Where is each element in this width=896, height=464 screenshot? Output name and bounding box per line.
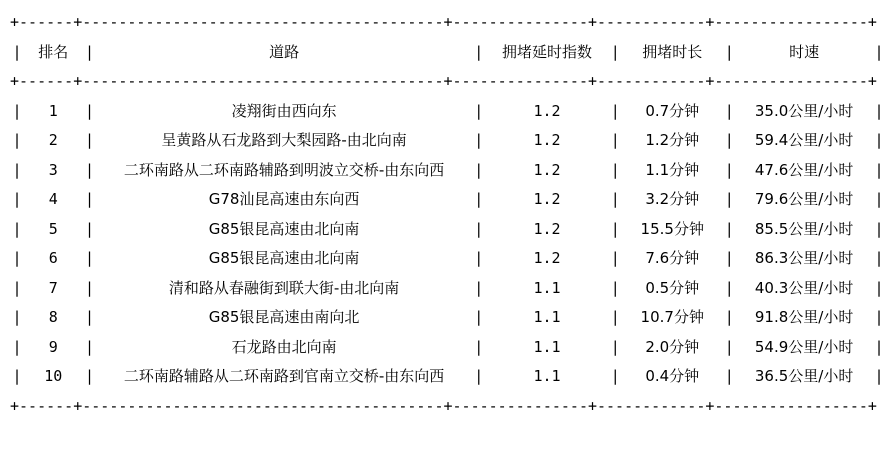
- table-row: [10, 126, 886, 156]
- cell-congestion-duration: 10.7分钟: [640, 308, 704, 326]
- table-row: [10, 333, 886, 363]
- cell-speed: 35.0公里/小时: [754, 101, 854, 120]
- cell-rank: 9: [48, 337, 58, 356]
- header-pipe-left: |: [12, 42, 22, 61]
- row-pipe-right: |: [874, 101, 884, 120]
- row-pipe-left: |: [12, 190, 22, 208]
- cell-rank: 3: [48, 160, 58, 179]
- row-pipe-1: |: [84, 101, 94, 120]
- cell-rank: 7: [48, 278, 58, 297]
- row-pipe-right: |: [874, 219, 884, 238]
- row-pipe-left: |: [12, 160, 22, 179]
- cell-congestion-index: 1.2: [533, 160, 561, 179]
- cell-congestion-duration: 2.0分钟: [645, 337, 700, 356]
- cell-road: G85银昆高速由北向南: [208, 249, 360, 267]
- table-row: [10, 244, 886, 274]
- cell-rank: 5: [48, 219, 58, 238]
- row-pipe-4: |: [724, 101, 734, 120]
- row-pipe-right: |: [874, 190, 884, 208]
- cell-speed: 86.3公里/小时: [754, 249, 854, 267]
- cell-speed: 91.8公里/小时: [754, 308, 854, 326]
- row-pipe-left: |: [12, 278, 22, 297]
- header-pipe-1: |: [84, 42, 94, 61]
- cell-congestion-index: 1.1: [533, 308, 561, 326]
- cell-congestion-duration: 1.2分钟: [645, 131, 700, 149]
- row-pipe-2: |: [474, 101, 484, 120]
- row-pipe-3: |: [610, 219, 620, 238]
- row-pipe-right: |: [874, 367, 884, 385]
- cell-congestion-index: 1.2: [533, 101, 561, 120]
- header-congestion-duration: 拥堵时长: [642, 42, 703, 61]
- cell-road: 二环南路从二环南路辅路到明波立交桥-由东向西: [123, 160, 445, 179]
- row-pipe-4: |: [724, 278, 734, 297]
- row-pipe-1: |: [84, 337, 94, 356]
- table-row: [10, 185, 886, 215]
- row-pipe-left: |: [12, 101, 22, 120]
- header-pipe-4: |: [724, 42, 734, 61]
- table-border-bottom: +------+----------------------------------------+---------------+------------+-----------------+: [10, 396, 877, 415]
- row-pipe-2: |: [474, 219, 484, 238]
- row-pipe-2: |: [474, 160, 484, 179]
- row-pipe-2: |: [474, 337, 484, 356]
- row-pipe-right: |: [874, 308, 884, 326]
- row-pipe-left: |: [12, 337, 22, 356]
- cell-speed: 79.6公里/小时: [754, 190, 854, 208]
- row-pipe-right: |: [874, 337, 884, 356]
- row-pipe-left: |: [12, 249, 22, 267]
- row-pipe-2: |: [474, 131, 484, 149]
- table-row: [10, 303, 886, 333]
- row-pipe-3: |: [610, 367, 620, 385]
- row-pipe-1: |: [84, 249, 94, 267]
- cell-speed: 59.4公里/小时: [754, 131, 854, 149]
- row-pipe-1: |: [84, 190, 94, 208]
- row-pipe-2: |: [474, 308, 484, 326]
- cell-road: 凌翔街由西向东: [231, 101, 337, 120]
- table-row: [10, 362, 886, 392]
- row-pipe-3: |: [610, 249, 620, 267]
- cell-road: G78汕昆高速由东向西: [208, 190, 360, 208]
- row-pipe-left: |: [12, 219, 22, 238]
- header-congestion-index: 拥堵延时指数: [501, 42, 592, 61]
- row-pipe-4: |: [724, 131, 734, 149]
- table-row: [10, 156, 886, 186]
- cell-congestion-duration: 7.6分钟: [645, 249, 700, 267]
- cell-congestion-duration: 1.1分钟: [645, 160, 700, 179]
- row-pipe-3: |: [610, 337, 620, 356]
- cell-speed: 85.5公里/小时: [754, 219, 854, 238]
- row-pipe-1: |: [84, 278, 94, 297]
- header-pipe-right: |: [874, 42, 884, 61]
- row-pipe-1: |: [84, 219, 94, 238]
- cell-road: 二环南路辅路从二环南路到官南立交桥-由东向西: [123, 367, 445, 385]
- row-pipe-3: |: [610, 101, 620, 120]
- table-border-header: +------+----------------------------------------+---------------+------------+-----------------+: [10, 72, 877, 90]
- cell-speed: 54.9公里/小时: [754, 337, 854, 356]
- cell-congestion-duration: 0.4分钟: [645, 367, 700, 385]
- cell-congestion-duration: 0.5分钟: [645, 278, 700, 297]
- table-row: [10, 274, 886, 304]
- cell-road: 石龙路由北向南: [231, 337, 337, 356]
- cell-congestion-index: 1.2: [533, 249, 561, 267]
- row-pipe-1: |: [84, 131, 94, 149]
- cell-road: G85银昆高速由南向北: [208, 308, 360, 326]
- row-pipe-right: |: [874, 131, 884, 149]
- row-pipe-2: |: [474, 190, 484, 208]
- cell-rank: 6: [48, 249, 58, 267]
- row-pipe-2: |: [474, 249, 484, 267]
- cell-congestion-duration: 15.5分钟: [640, 219, 704, 238]
- cell-congestion-index: 1.2: [533, 190, 561, 208]
- row-pipe-right: |: [874, 278, 884, 297]
- row-pipe-left: |: [12, 308, 22, 326]
- row-pipe-4: |: [724, 219, 734, 238]
- cell-congestion-index: 1.1: [533, 367, 561, 385]
- cell-congestion-index: 1.2: [533, 219, 561, 238]
- table-border-top: +------+----------------------------------------+---------------+------------+-----------------+: [10, 13, 877, 31]
- row-pipe-left: |: [12, 131, 22, 149]
- row-pipe-3: |: [610, 308, 620, 326]
- cell-rank: 1: [48, 101, 58, 120]
- row-pipe-4: |: [724, 249, 734, 267]
- cell-congestion-index: 1.1: [533, 278, 561, 297]
- row-pipe-2: |: [474, 367, 484, 385]
- cell-rank: 10: [44, 367, 63, 385]
- row-pipe-right: |: [874, 160, 884, 179]
- cell-rank: 4: [48, 190, 58, 208]
- header-road: 道路: [269, 42, 300, 61]
- header-pipe-2: |: [474, 42, 484, 61]
- cell-congestion-index: 1.1: [533, 337, 561, 356]
- row-pipe-4: |: [724, 367, 734, 385]
- cell-road: G85银昆高速由北向南: [208, 219, 360, 238]
- row-pipe-4: |: [724, 160, 734, 179]
- cell-speed: 36.5公里/小时: [754, 367, 854, 385]
- header-rank: 排名: [38, 42, 69, 61]
- cell-rank: 8: [48, 308, 58, 326]
- header-speed: 时速: [789, 42, 820, 61]
- cell-rank: 2: [48, 131, 58, 149]
- row-pipe-right: |: [874, 249, 884, 267]
- cell-road: 呈黄路从石龙路到大梨园路-由北向南: [161, 131, 407, 149]
- header-pipe-3: |: [610, 42, 620, 61]
- cell-speed: 47.6公里/小时: [754, 160, 854, 179]
- row-pipe-left: |: [12, 367, 22, 385]
- cell-congestion-duration: 0.7分钟: [645, 101, 700, 120]
- cell-congestion-index: 1.2: [533, 131, 561, 149]
- table-header-row: [10, 38, 886, 68]
- row-pipe-1: |: [84, 308, 94, 326]
- row-pipe-3: |: [610, 190, 620, 208]
- row-pipe-2: |: [474, 278, 484, 297]
- row-pipe-1: |: [84, 367, 94, 385]
- table-row: [10, 215, 886, 245]
- cell-road: 清和路从春融街到联大街-由北向南: [168, 278, 400, 297]
- cell-speed: 40.3公里/小时: [754, 278, 854, 297]
- row-pipe-3: |: [610, 131, 620, 149]
- row-pipe-3: |: [610, 278, 620, 297]
- table-row: [10, 97, 886, 127]
- row-pipe-4: |: [724, 190, 734, 208]
- cell-congestion-duration: 3.2分钟: [645, 190, 700, 208]
- row-pipe-4: |: [724, 308, 734, 326]
- row-pipe-3: |: [610, 160, 620, 179]
- row-pipe-1: |: [84, 160, 94, 179]
- row-pipe-4: |: [724, 337, 734, 356]
